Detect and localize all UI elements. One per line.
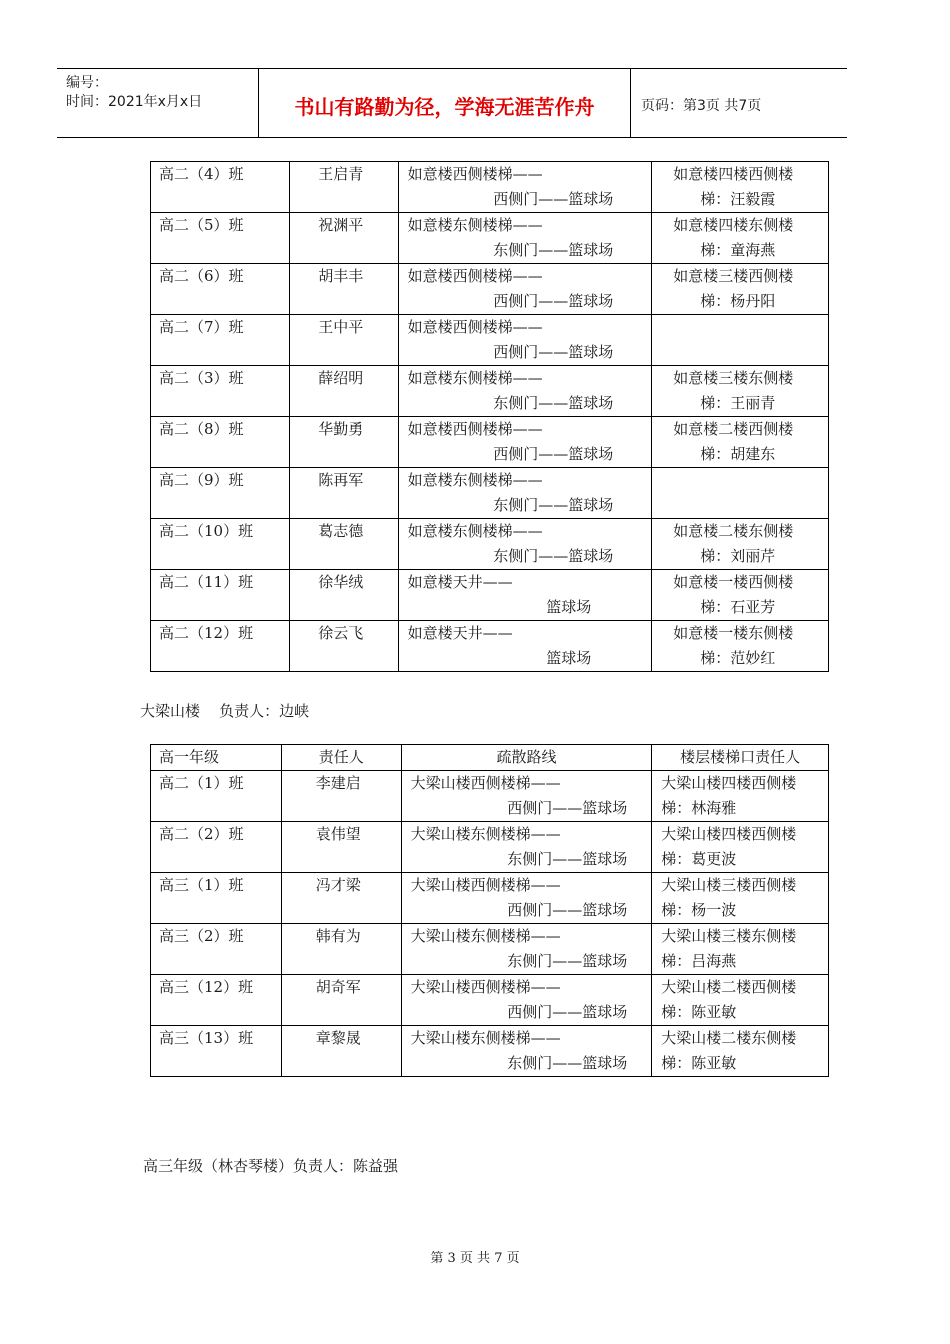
route-line-2: 西侧门——篮球场 <box>493 292 614 310</box>
responsible-person-cell: 祝渊平 <box>289 213 398 264</box>
table-row <box>151 570 829 621</box>
floor-line-2: 梯：范妙红 <box>700 649 776 667</box>
floor-line-2: 梯：陈亚敏 <box>661 1054 737 1072</box>
evacuation-route-cell <box>398 264 652 315</box>
responsible-person-cell: 韩有为 <box>281 924 401 975</box>
table-row <box>151 621 829 672</box>
floor-stair-cell <box>652 975 829 1026</box>
evacuation-route-cell <box>401 873 652 924</box>
table-row <box>151 366 829 417</box>
floor-line-1: 大梁山楼四楼西侧楼 <box>661 825 797 843</box>
class-cell: 高二（11）班 <box>151 570 290 621</box>
evacuation-route-cell <box>398 417 652 468</box>
route-line-1: 大梁山楼西侧楼梯—— <box>410 774 561 792</box>
responsible-person-cell: 王启青 <box>289 162 398 213</box>
route-line-1: 大梁山楼西侧楼梯—— <box>410 876 561 894</box>
responsible-person-cell: 章黎晟 <box>281 1026 401 1077</box>
floor-line-2 <box>652 340 828 365</box>
floor-stair-cell <box>652 1026 829 1077</box>
route-line-1: 如意楼东侧楼梯—— <box>407 522 543 540</box>
responsible-person-cell: 薛绍明 <box>289 366 398 417</box>
class-cell: 高三（2）班 <box>151 924 282 975</box>
responsible-person-cell: 胡丰丰 <box>289 264 398 315</box>
page-number-label: 页码：第3页 共7页 <box>641 98 762 114</box>
floor-line-1: 如意楼三楼西侧楼 <box>673 267 794 285</box>
floor-line-1: 大梁山楼二楼西侧楼 <box>661 978 797 996</box>
table-row <box>151 1026 829 1077</box>
floor-stair-cell <box>652 417 829 468</box>
floor-line-1: 大梁山楼三楼东侧楼 <box>661 927 797 945</box>
responsible-person-cell: 胡奇军 <box>281 975 401 1026</box>
route-line-1: 大梁山楼西侧楼梯—— <box>410 978 561 996</box>
floor-line-1: 如意楼四楼东侧楼 <box>673 216 794 234</box>
route-line-2: 西侧门——篮球场 <box>493 190 614 208</box>
floor-line-2: 梯：童海燕 <box>700 241 776 259</box>
floor-line-2: 梯：刘丽芹 <box>700 547 776 565</box>
floor-line-2: 梯：葛更波 <box>661 850 737 868</box>
daliang-building-caption: 大梁山楼 负责人：边峡 <box>140 702 310 720</box>
floor-stair-cell <box>652 873 829 924</box>
table-row <box>151 975 829 1026</box>
table-row <box>151 315 829 366</box>
evacuation-route-cell <box>401 822 652 873</box>
daliang-evacuation-table <box>150 744 829 1077</box>
floor-stair-cell <box>652 162 829 213</box>
floor-line-2: 梯：林海雅 <box>661 799 737 817</box>
route-line-1: 如意楼天井—— <box>407 624 513 642</box>
floor-line-2: 梯：石亚芳 <box>700 598 776 616</box>
table-header-row <box>151 745 829 771</box>
floor-stair-cell <box>652 315 829 366</box>
header-route: 疏散路线 <box>401 745 652 771</box>
header-meta <box>57 69 259 137</box>
responsible-person-cell: 袁伟望 <box>281 822 401 873</box>
route-line-1: 如意楼西侧楼梯—— <box>407 165 543 183</box>
floor-stair-cell <box>652 468 829 519</box>
evacuation-route-cell <box>398 468 652 519</box>
evacuation-route-cell <box>398 162 652 213</box>
table-row <box>151 468 829 519</box>
class-cell: 高二（7）班 <box>151 315 290 366</box>
route-line-2: 东侧门——篮球场 <box>507 850 628 868</box>
floor-stair-cell <box>652 924 829 975</box>
table-row <box>151 873 829 924</box>
floor-line-2: 梯：杨丹阳 <box>700 292 776 310</box>
route-line-2: 西侧门——篮球场 <box>507 799 628 817</box>
table-row <box>151 162 829 213</box>
header-person: 责任人 <box>281 745 401 771</box>
floor-line-2: 梯：吕海燕 <box>661 952 737 970</box>
class-cell: 高二（10）班 <box>151 519 290 570</box>
rujulou-evacuation-table <box>150 161 829 672</box>
floor-stair-cell <box>652 771 829 822</box>
evacuation-route-cell <box>398 213 652 264</box>
class-cell: 高二（9）班 <box>151 468 290 519</box>
time-label: 时间：2021年x月x日 <box>66 94 203 110</box>
evacuation-route-cell <box>398 570 652 621</box>
floor-line-1 <box>652 468 828 493</box>
table-row <box>151 924 829 975</box>
table-row <box>151 417 829 468</box>
route-line-1: 大梁山楼东侧楼梯—— <box>410 825 561 843</box>
table-row <box>151 519 829 570</box>
floor-stair-cell <box>652 822 829 873</box>
route-line-2: 篮球场 <box>546 598 592 616</box>
route-line-1: 如意楼东侧楼梯—— <box>407 369 543 387</box>
floor-line-1: 大梁山楼四楼西侧楼 <box>661 774 797 792</box>
floor-stair-cell <box>652 519 829 570</box>
header-motto: 书山有路勤为径，学海无涯苦作舟 <box>259 69 631 137</box>
page-header <box>57 68 847 138</box>
class-cell: 高三（13）班 <box>151 1026 282 1077</box>
class-cell: 高二（2）班 <box>151 822 282 873</box>
floor-line-1: 如意楼二楼西侧楼 <box>673 420 794 438</box>
route-line-2: 东侧门——篮球场 <box>493 241 614 259</box>
floor-line-2: 梯：杨一波 <box>661 901 737 919</box>
route-line-1: 如意楼西侧楼梯—— <box>407 420 543 438</box>
route-line-1: 如意楼天井—— <box>407 573 513 591</box>
floor-line-1: 如意楼二楼东侧楼 <box>673 522 794 540</box>
table-row <box>151 771 829 822</box>
table-row <box>151 264 829 315</box>
floor-line-2 <box>652 493 828 518</box>
evacuation-route-cell <box>401 771 652 822</box>
floor-line-2: 梯：陈亚敏 <box>661 1003 737 1021</box>
class-cell: 高二（5）班 <box>151 213 290 264</box>
class-cell: 高二（6）班 <box>151 264 290 315</box>
route-line-2: 东侧门——篮球场 <box>493 547 614 565</box>
route-line-1: 如意楼东侧楼梯—— <box>407 216 543 234</box>
floor-line-1: 如意楼四楼西侧楼 <box>673 165 794 183</box>
class-cell: 高二（4）班 <box>151 162 290 213</box>
class-cell: 高三（12）班 <box>151 975 282 1026</box>
floor-stair-cell <box>652 366 829 417</box>
floor-line-2: 梯：汪毅霞 <box>700 190 776 208</box>
route-line-1: 如意楼西侧楼梯—— <box>407 318 543 336</box>
route-line-2: 东侧门——篮球场 <box>507 952 628 970</box>
route-line-2: 东侧门——篮球场 <box>493 394 614 412</box>
route-line-2: 西侧门——篮球场 <box>493 343 614 361</box>
responsible-person-cell: 陈再军 <box>289 468 398 519</box>
floor-line-1: 如意楼一楼西侧楼 <box>673 573 794 591</box>
floor-line-1 <box>652 315 828 340</box>
class-cell: 高二（12）班 <box>151 621 290 672</box>
route-line-1: 如意楼西侧楼梯—— <box>407 267 543 285</box>
responsible-person-cell: 华勤勇 <box>289 417 398 468</box>
linxing-building-caption: 高三年级（林杏琴楼）负责人：陈益强 <box>143 1157 399 1175</box>
route-line-2: 东侧门——篮球场 <box>507 1054 628 1072</box>
floor-line-2: 梯：胡建东 <box>700 445 776 463</box>
class-cell: 高二（8）班 <box>151 417 290 468</box>
responsible-person-cell: 李建启 <box>281 771 401 822</box>
floor-stair-cell <box>652 213 829 264</box>
page-footer: 第 3 页 共 7 页 <box>430 1251 520 1266</box>
route-line-1: 如意楼东侧楼梯—— <box>407 471 543 489</box>
route-line-1: 大梁山楼东侧楼梯—— <box>410 1029 561 1047</box>
route-line-2: 西侧门——篮球场 <box>493 445 614 463</box>
floor-stair-cell <box>652 621 829 672</box>
floor-stair-cell <box>652 570 829 621</box>
class-cell: 高三（1）班 <box>151 873 282 924</box>
responsible-person-cell: 徐华绒 <box>289 570 398 621</box>
route-line-2: 东侧门——篮球场 <box>493 496 614 514</box>
route-line-2: 西侧门——篮球场 <box>507 1003 628 1021</box>
evacuation-route-cell <box>398 621 652 672</box>
floor-line-1: 如意楼三楼东侧楼 <box>673 369 794 387</box>
route-line-1: 大梁山楼东侧楼梯—— <box>410 927 561 945</box>
responsible-person-cell: 王中平 <box>289 315 398 366</box>
evacuation-route-cell <box>401 924 652 975</box>
floor-line-1: 大梁山楼二楼东侧楼 <box>661 1029 797 1047</box>
floor-line-1: 如意楼一楼东侧楼 <box>673 624 794 642</box>
evacuation-route-cell <box>401 975 652 1026</box>
evacuation-route-cell <box>398 315 652 366</box>
responsible-person-cell: 冯才梁 <box>281 873 401 924</box>
floor-line-2: 梯：王丽青 <box>700 394 776 412</box>
floor-stair-cell <box>652 264 829 315</box>
class-cell: 高二（1）班 <box>151 771 282 822</box>
responsible-person-cell: 葛志德 <box>289 519 398 570</box>
header-floor: 楼层楼梯口责任人 <box>652 745 829 771</box>
table-row <box>151 822 829 873</box>
evacuation-route-cell <box>401 1026 652 1077</box>
floor-line-1: 大梁山楼三楼西侧楼 <box>661 876 797 894</box>
route-line-2: 篮球场 <box>546 649 592 667</box>
evacuation-route-cell <box>398 519 652 570</box>
evacuation-route-cell <box>398 366 652 417</box>
table-row <box>151 213 829 264</box>
header-grade: 高一年级 <box>151 745 282 771</box>
route-line-2: 西侧门——篮球场 <box>507 901 628 919</box>
number-label: 编号： <box>66 75 108 91</box>
responsible-person-cell: 徐云飞 <box>289 621 398 672</box>
class-cell: 高二（3）班 <box>151 366 290 417</box>
